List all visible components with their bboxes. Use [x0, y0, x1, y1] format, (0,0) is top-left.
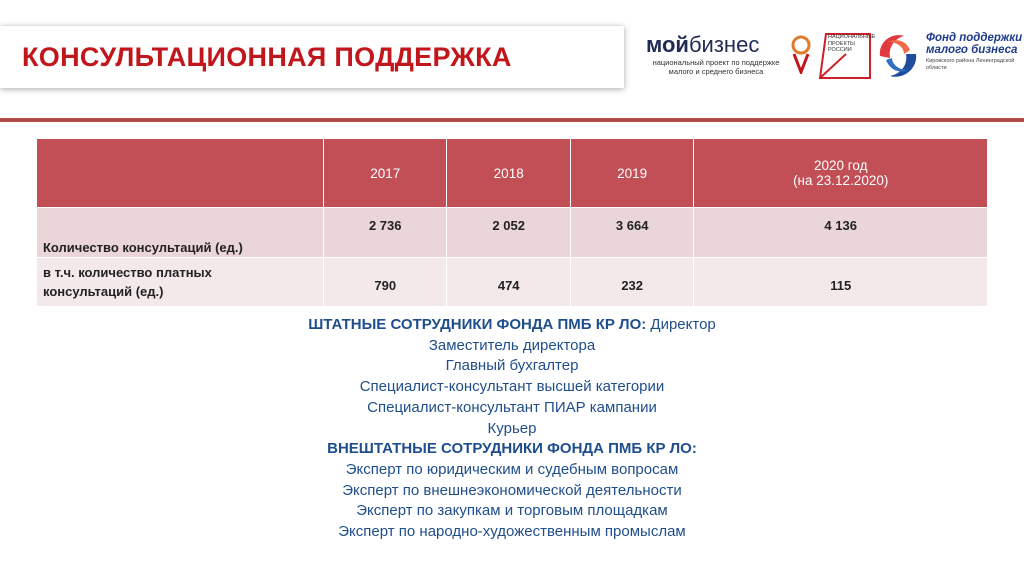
national-projects-text: НАЦИОНАЛЬНЫЕ ПРОЕКТЫ РОССИИ	[828, 34, 876, 53]
staff-item: Директор	[646, 316, 716, 333]
fund-name-line1: Фонд поддержки	[926, 32, 1023, 44]
row-value: 115	[694, 258, 988, 307]
fund-name	[926, 32, 1022, 56]
moi-biznes-subtitle-line1: национальный проект по поддержке	[652, 58, 780, 67]
logos-area	[632, 24, 1024, 88]
table-header-cell-empty	[37, 139, 324, 208]
national-projects-logo	[816, 32, 876, 82]
staff-item: Главный бухгалтер	[445, 357, 579, 375]
fund-logo	[874, 28, 1024, 86]
row-value: 3 664	[570, 208, 693, 258]
freelance-item: Эксперт по народно-художественным промыслам	[338, 523, 686, 541]
staff-item: Специалист-консультант высшей категории	[359, 378, 665, 396]
pin-ring-icon	[790, 34, 812, 74]
row-value: 474	[447, 258, 570, 307]
table-header-row	[37, 139, 988, 208]
staff-first-line	[200, 315, 824, 336]
table-row	[37, 208, 988, 258]
table-header-cell-2018: 2018	[447, 139, 570, 208]
row-label-line2: консультаций (ед.)	[43, 284, 164, 299]
row-value: 790	[324, 258, 447, 307]
freelance-item: Эксперт по закупкам и торговым площадкам	[356, 502, 668, 520]
staff-item: Специалист-консультант ПИАР кампании	[367, 398, 657, 416]
freelance-header: ВНЕШТАТНЫЕ СОТРУДНИКИ ФОНДА ПМБ КР ЛО:	[327, 440, 697, 458]
moi-biznes-subtitle-line2: малого и среднего бизнеса	[668, 67, 764, 76]
moi-biznes-brand	[646, 34, 786, 56]
table-header-cell-2020	[694, 139, 988, 208]
row-value: 2 736	[324, 208, 447, 258]
row-label: Количество консультаций (ед.)	[37, 208, 324, 258]
row-label	[37, 258, 324, 307]
staff-item: Курьер	[487, 419, 537, 437]
moi-biznes-brand-part2: бизнес	[688, 32, 760, 57]
staff-item: Заместитель директора	[428, 336, 596, 354]
staff-list	[200, 315, 824, 543]
table-header-cell-2017: 2017	[324, 139, 447, 208]
consultations-table	[36, 138, 988, 307]
title-banner	[0, 26, 624, 88]
fund-hands-icon	[874, 30, 922, 82]
page-title: КОНСУЛЬТАЦИОННАЯ ПОДДЕРЖКА	[22, 41, 512, 72]
row-value: 4 136	[694, 208, 988, 258]
staff-header: ШТАТНЫЕ СОТРУДНИКИ ФОНДА ПМБ КР ЛО:	[308, 316, 647, 333]
freelance-item: Эксперт по юридическим и судебным вопросам	[345, 460, 679, 478]
row-value: 232	[570, 258, 693, 307]
table-header-cell-2019: 2019	[570, 139, 693, 208]
divider-bar	[0, 118, 1024, 122]
fund-subtitle: Кировского района Ленинградской области	[926, 58, 1015, 71]
row-value: 2 052	[447, 208, 570, 258]
fund-name-line2: малого бизнеса	[926, 44, 1018, 56]
freelance-item: Эксперт по внешнеэкономической деятельности	[342, 481, 682, 499]
table-row	[37, 258, 988, 307]
row-label-line1: в т.ч. количество платных	[43, 265, 212, 280]
moi-biznes-subtitle	[646, 58, 786, 76]
moi-biznes-logo	[646, 34, 786, 76]
table-header-2020-line1: 2020 год	[813, 158, 868, 173]
table-header-2020-line2: (на 23.12.2020)	[793, 173, 889, 188]
moi-biznes-brand-part1: мой	[646, 32, 689, 57]
